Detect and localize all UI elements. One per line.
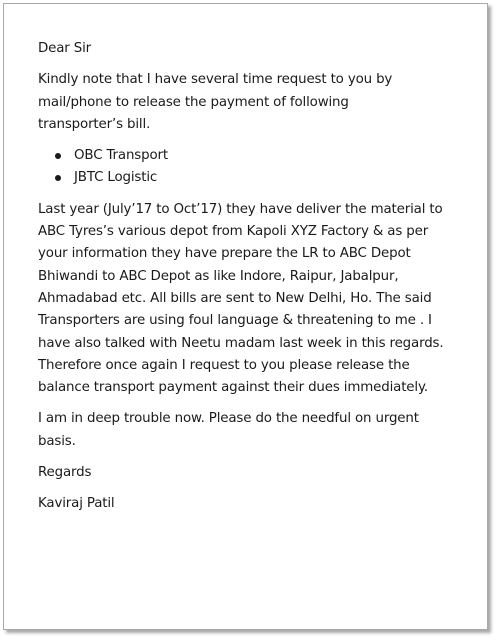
bullet-icon bbox=[55, 153, 61, 159]
letter-body bbox=[38, 38, 478, 516]
closing: Regards bbox=[38, 465, 92, 481]
paragraph-details: Last year (July’17 to Oct’17) they have deliver the material to ABC Tyres’s various depot from Kapoli XYZ Factory & as per your information they have prepare the LR to ABC Depot Bhiwandi to ABC Depot as like Indore, Raipur, Jabalpur, Ahmadabad etc. All bills are sent to New Delhi, Ho. The said Transporters are using foul language & threatening to me . I have also talked with Neetu madam last week in this regards. Therefore once again I request to you please release the balance transport payment against their dues immediately. bbox=[38, 201, 444, 396]
paragraph-urgent: I am in deep trouble now. Please do the needful on urgent basis. bbox=[38, 411, 419, 449]
list-item-text: OBC Transport bbox=[74, 148, 168, 164]
transporter-list bbox=[38, 145, 478, 190]
list-item-text: JBTC Logistic bbox=[74, 170, 158, 186]
list-item bbox=[38, 167, 478, 189]
bullet-icon bbox=[55, 175, 61, 181]
paragraph-request: Kindly note that I have several time request to you by mail/phone to release the payment of following transporter’s bill. bbox=[38, 72, 393, 132]
document-page bbox=[3, 3, 488, 630]
signature: Kaviraj Patil bbox=[38, 496, 115, 512]
greeting: Dear Sir bbox=[38, 41, 92, 56]
list-item bbox=[38, 145, 478, 167]
